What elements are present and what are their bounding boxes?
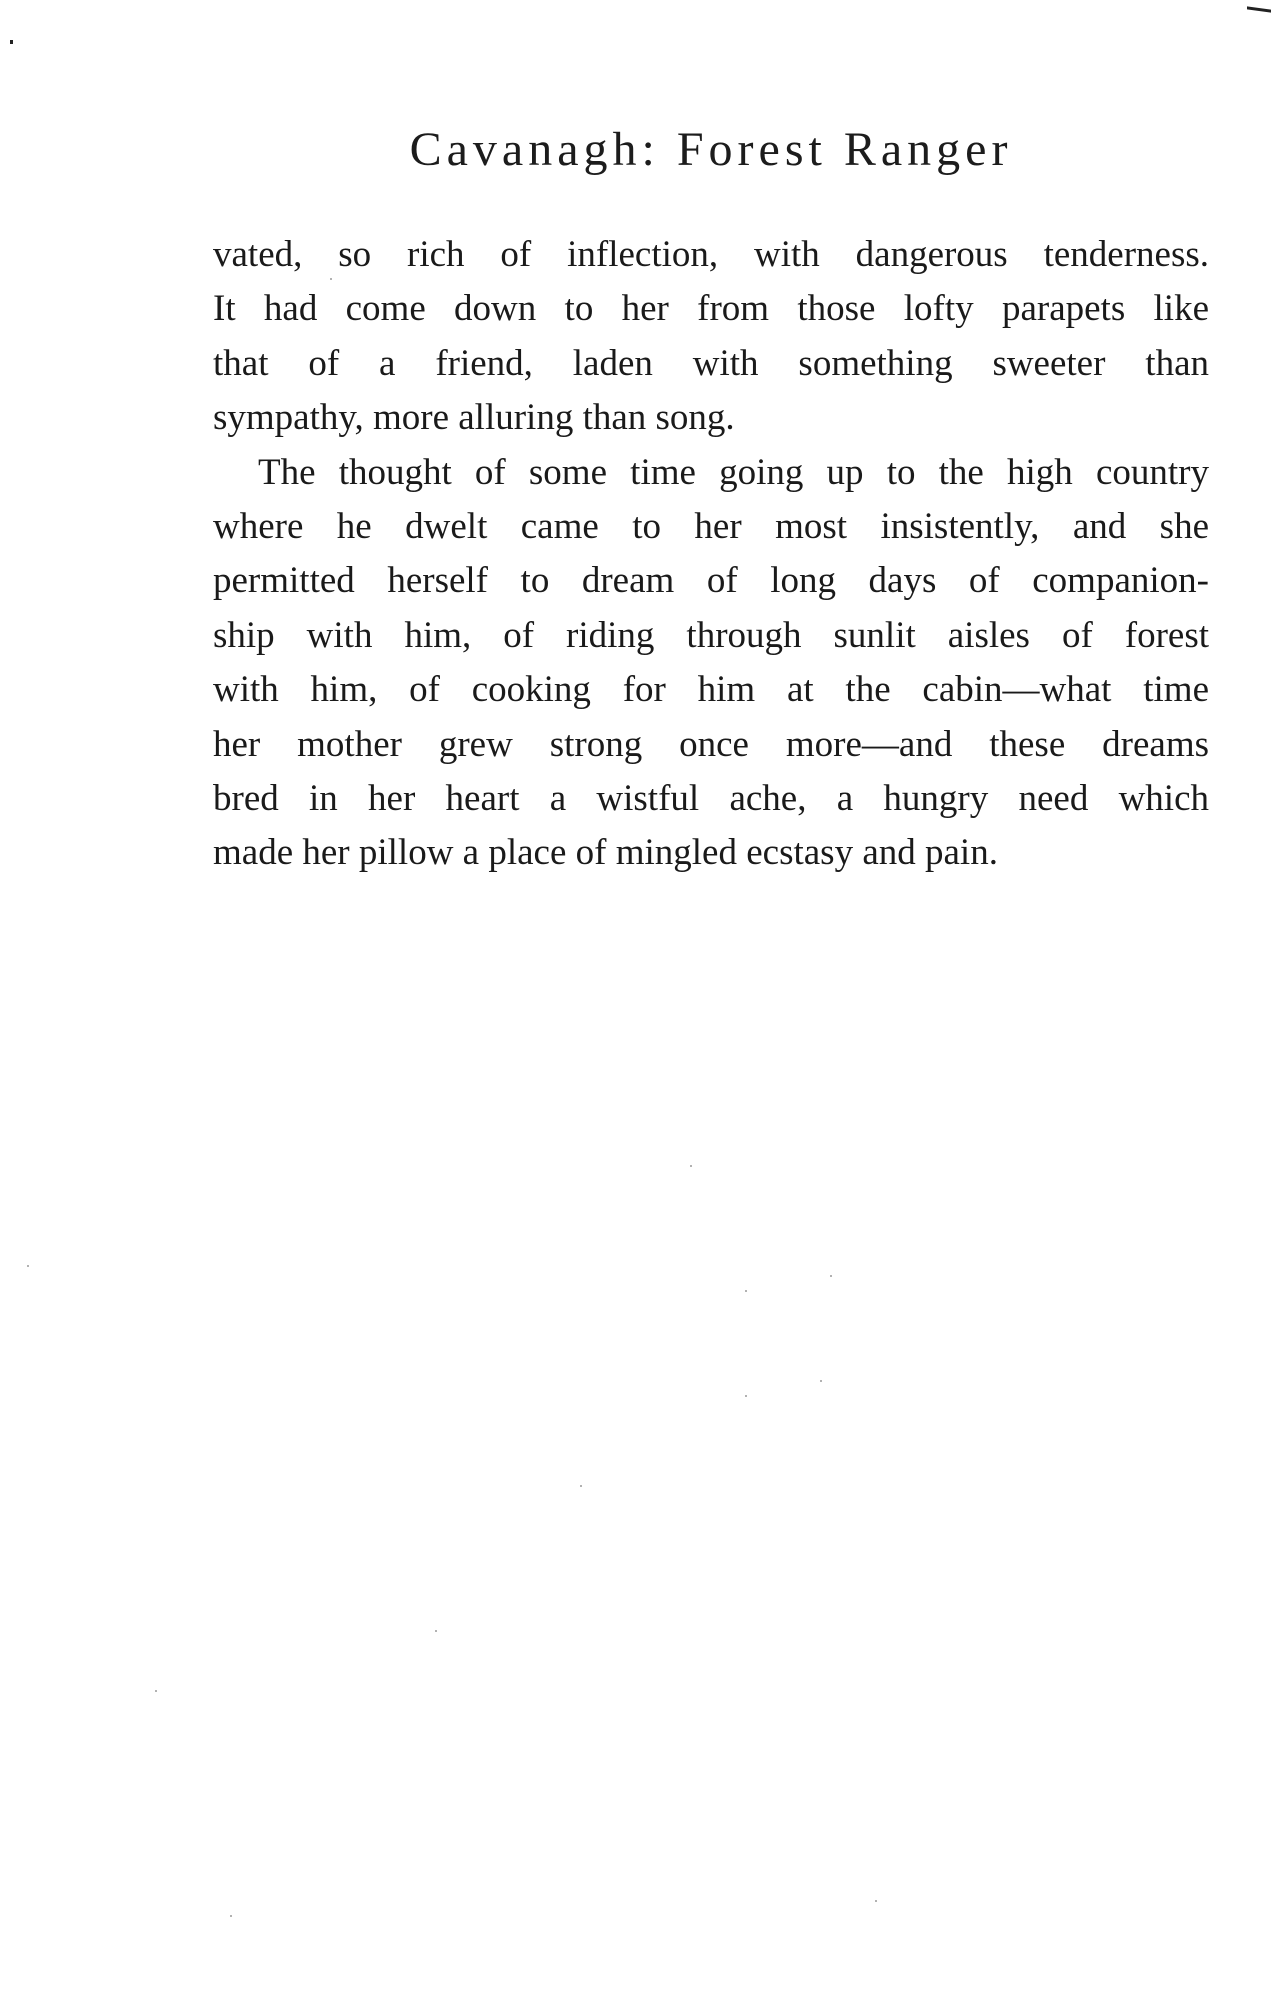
scan-speck (875, 1900, 877, 1902)
text-line: sympathy, more alluring than song. (213, 397, 735, 439)
text-line: made her pillow a place of mingled ecstasy and pain. (213, 832, 998, 874)
text-line: bred in her heart a wistful ache, a hungry need which (213, 777, 1209, 819)
scan-speck (27, 1265, 29, 1267)
text-line: vated, so rich of inflection, with dangerous tenderness. (213, 234, 1209, 275)
text-line: permitted herself to dream of long days of companion- (213, 560, 1209, 602)
scan-speck (820, 1380, 822, 1382)
scan-speck (745, 1290, 747, 1292)
scan-speck (230, 1915, 232, 1917)
scan-speck (690, 1165, 692, 1167)
text-line: her mother grew strong once more—and these dreams (213, 723, 1209, 765)
text-line: ship with him, of riding through sunlit aisles of forest (213, 614, 1209, 656)
scan-speck (830, 1275, 832, 1277)
scan-speck (155, 1690, 157, 1692)
scan-speck (435, 1630, 437, 1632)
text-line: with him, of cooking for him at the cabin—what time (213, 669, 1209, 711)
scan-speck (580, 1485, 582, 1487)
scan-speck (330, 278, 332, 280)
body-text (213, 228, 1209, 881)
scan-mark (10, 40, 13, 44)
text-line: where he dwelt came to her most insistently, and she (213, 505, 1209, 547)
paragraph (213, 228, 1209, 446)
text-line: It had come down to her from those lofty parapets like (213, 288, 1209, 330)
text-line: that of a friend, laden with something sweeter than (213, 342, 1209, 384)
scan-mark (1247, 6, 1271, 12)
paragraph (213, 446, 1209, 881)
text-line: The thought of some time going up to the high country (258, 451, 1209, 493)
running-head: Cavanagh: Forest Ranger (409, 123, 1013, 176)
scan-speck (745, 1395, 747, 1397)
